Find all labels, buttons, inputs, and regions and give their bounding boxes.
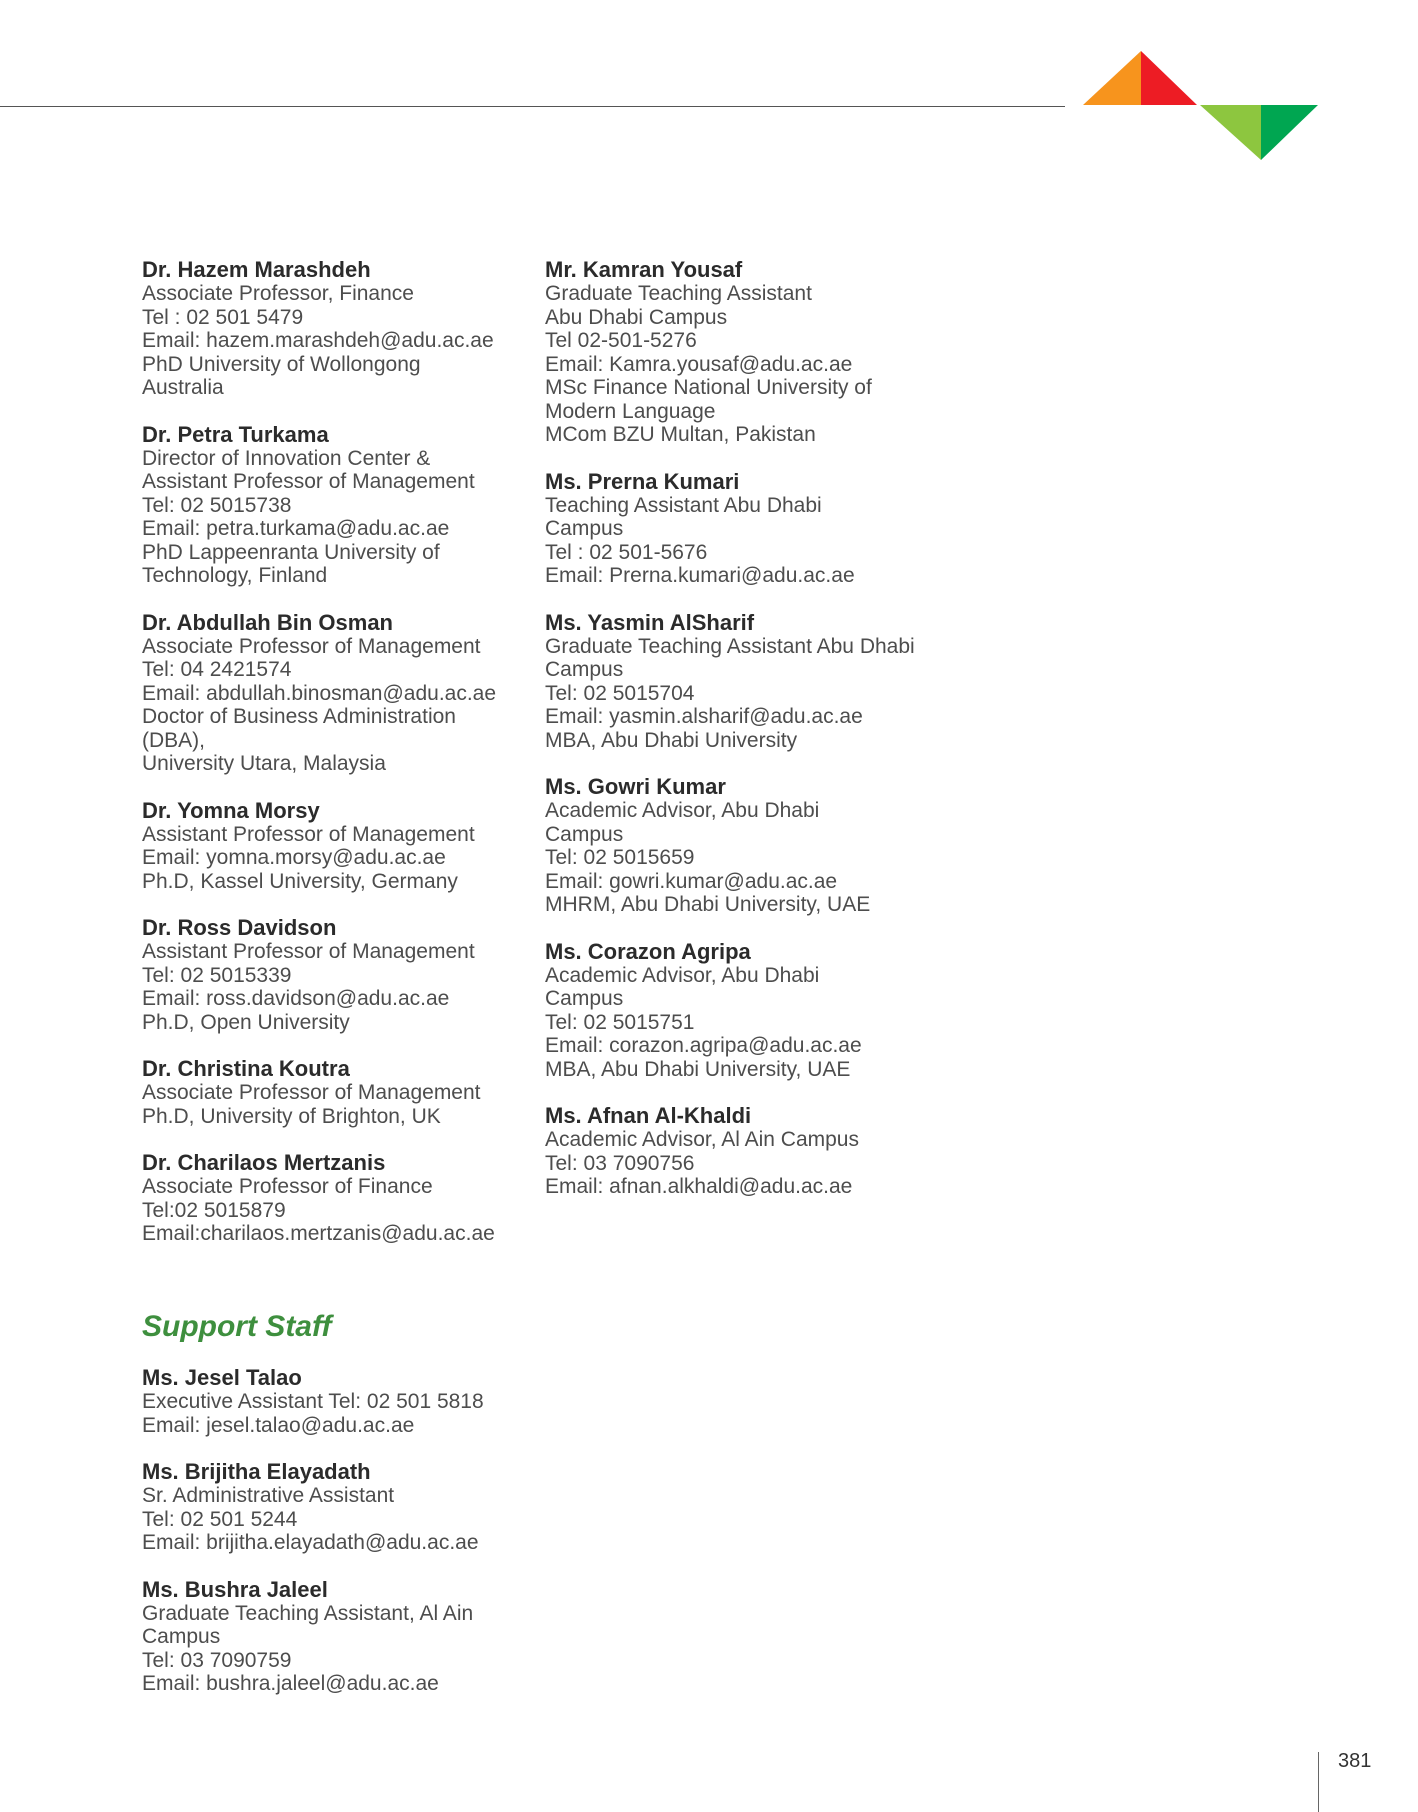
contact-detail-line: Tel: 02 501 5244 [142, 1507, 298, 1531]
contact-detail-line: Associate Professor of Management [142, 1081, 481, 1104]
contact-detail-line: Email: jesel.talao@adu.ac.ae [142, 1413, 415, 1437]
contact-name: Dr. Charilaos Mertzanis [142, 1150, 386, 1175]
support-staff-list [142, 1366, 542, 1719]
contact-detail-line: Tel:02 5015879 [142, 1198, 286, 1222]
contact-detail-line: Assistant Professor of Management [142, 822, 475, 846]
contact-name: Ms. Corazon Agripa [545, 938, 751, 964]
contact-name: Ms. Yasmin AlSharif [545, 609, 755, 635]
contact-entry [142, 611, 522, 776]
contact-detail-line: Email: Kamra.yousaf@adu.ac.ae [545, 352, 853, 376]
contact-entry [545, 470, 965, 588]
contact-detail-line: Associate Professor of Management [142, 634, 481, 658]
contact-detail-line: Email: abdullah.binosman@adu.ac.ae [142, 681, 497, 705]
contact-entry [142, 423, 522, 588]
contact-detail-line: MBA, Abu Dhabi University, UAE [545, 1057, 851, 1081]
contact-entry [142, 258, 522, 400]
contact-detail-line: Tel: 03 7090756 [545, 1151, 695, 1175]
page-number: 381 [1338, 1750, 1372, 1772]
contact-name: Ms. Afnan Al-Khaldi [545, 1103, 752, 1128]
contact-detail-line: Tel: 02 5015704 [545, 681, 695, 705]
contact-name: Dr. Christina Koutra [142, 1056, 350, 1081]
support-staff-heading: Support Staff [142, 1310, 332, 1343]
contact-detail-line: Assistant Professor of Management [142, 470, 475, 493]
contact-detail-line: Tel: 02 5015738 [142, 493, 292, 517]
contact-name: Ms. Bushra Jaleel [142, 1576, 328, 1602]
contact-detail-line: Executive Assistant Tel: 02 501 5818 [142, 1390, 484, 1413]
contact-detail-line: Email: bushra.jaleel@adu.ac.ae [142, 1672, 439, 1695]
contact-name: Ms. Gowri Kumar [545, 774, 726, 799]
contact-detail-line: Ph.D, University of Brighton, UK [142, 1104, 441, 1128]
contact-detail-line: (DBA), [142, 728, 205, 752]
contact-entry [545, 1104, 965, 1199]
contact-detail-line: Email: yomna.morsy@adu.ac.ae [142, 846, 446, 869]
contact-detail-line: Email: corazon.agripa@adu.ac.ae [545, 1034, 862, 1057]
contact-name: Dr. Yomna Morsy [142, 797, 320, 823]
contact-detail-line: Email: brijitha.elayadath@adu.ac.ae [142, 1531, 479, 1554]
logo-lightgreen-triangle [1200, 105, 1261, 160]
contact-detail-line: Ph.D, Open University [142, 1010, 350, 1034]
contact-detail-line: Email:charilaos.mertzanis@adu.ac.ae [142, 1222, 495, 1245]
contact-detail-line: Academic Advisor, Al Ain Campus [545, 1128, 859, 1151]
contact-detail-line: Tel: 02 5015751 [545, 1010, 695, 1034]
contact-name: Ms. Brijitha Elayadath [142, 1459, 371, 1484]
contact-detail-line: Tel: 03 7090759 [142, 1648, 292, 1672]
contact-name: Ms. Prerna Kumari [545, 468, 740, 494]
contact-detail-line: Email: ross.davidson@adu.ac.ae [142, 987, 450, 1010]
contact-detail-line: Email: gowri.kumar@adu.ac.ae [545, 869, 838, 893]
contact-detail-line: Modern Language [545, 399, 716, 423]
contact-detail-line: Graduate Teaching Assistant Abu Dhabi [545, 634, 915, 658]
contact-name: Mr. Kamran Yousaf [545, 257, 743, 282]
contact-detail-line: Doctor of Business Administration [142, 705, 456, 728]
contact-entry [545, 258, 965, 447]
contact-detail-line: Australia [142, 376, 224, 399]
contact-detail-line: PhD Lappeenranta University of [142, 540, 440, 564]
contact-detail-line: Tel: 04 2421574 [142, 658, 292, 681]
contact-detail-line: Graduate Teaching Assistant [545, 282, 812, 305]
contact-detail-line: Tel : 02 501 5479 [142, 305, 304, 329]
contact-detail-line: MSc Finance National University of [545, 376, 872, 399]
contact-name: Dr. Abdullah Bin Osman [142, 609, 393, 635]
contact-detail-line: University Utara, Malaysia [142, 752, 386, 775]
logo-green-triangle [1261, 105, 1318, 160]
contact-detail-line: Campus [142, 1625, 221, 1648]
contact-detail-line: PhD University of Wollongong [142, 352, 421, 376]
contact-name: Dr. Hazem Marashdeh [142, 257, 371, 282]
logo-red-triangle [1141, 51, 1197, 105]
contact-detail-line: Email: yasmin.alsharif@adu.ac.ae [545, 705, 863, 728]
contact-entry [545, 775, 965, 917]
contact-detail-line: Abu Dhabi Campus [545, 305, 728, 329]
contact-detail-line: Associate Professor, Finance [142, 282, 414, 305]
contact-detail-line: Tel: 02 5015659 [545, 846, 695, 869]
contact-detail-line: Associate Professor of Finance [142, 1175, 433, 1198]
contact-detail-line: MCom BZU Multan, Pakistan [545, 423, 816, 446]
contact-entry [142, 799, 522, 894]
contact-entry [545, 940, 965, 1082]
contact-detail-line: Tel: 02 5015339 [142, 963, 292, 987]
contact-entry [142, 1151, 522, 1246]
contact-entry [142, 1460, 542, 1555]
contact-detail-line: Director of Innovation Center & [142, 446, 431, 470]
contact-entry [545, 611, 965, 753]
contact-detail-line: MHRM, Abu Dhabi University, UAE [545, 893, 871, 916]
contact-detail-line: Academic Advisor, Abu Dhabi [545, 963, 820, 987]
contact-entry [142, 1578, 542, 1696]
logo-orange-triangle [1083, 51, 1141, 105]
contact-detail-line: MBA, Abu Dhabi University [545, 728, 798, 752]
contact-detail-line: Campus [545, 658, 624, 681]
contact-detail-line: Campus [545, 822, 624, 846]
contact-detail-line: Email: Prerna.kumari@adu.ac.ae [545, 564, 855, 587]
faculty-column-left [142, 258, 522, 1269]
contact-entry [142, 916, 522, 1034]
contact-detail-line: Email: petra.turkama@adu.ac.ae [142, 517, 450, 540]
header-rule [0, 106, 1065, 107]
faculty-column-right [545, 258, 965, 1222]
contact-detail-line: Email: afnan.alkhaldi@adu.ac.ae [545, 1175, 853, 1198]
contact-detail-line: Campus [545, 517, 624, 540]
contact-name: Dr. Petra Turkama [142, 421, 329, 447]
contact-name: Ms. Jesel Talao [142, 1365, 302, 1390]
contact-detail-line: Technology, Finland [142, 564, 328, 587]
contact-detail-line: Sr. Administrative Assistant [142, 1484, 395, 1507]
contact-detail-line: Teaching Assistant Abu Dhabi [545, 493, 822, 517]
contact-detail-line: Ph.D, Kassel University, Germany [142, 869, 458, 893]
contact-detail-line: Tel 02-501-5276 [545, 329, 697, 352]
contact-name: Dr. Ross Davidson [142, 915, 337, 940]
brand-triangles-logo [1080, 50, 1320, 162]
contact-detail-line: Graduate Teaching Assistant, Al Ain [142, 1601, 474, 1625]
contact-detail-line: Campus [545, 987, 624, 1010]
contact-detail-line: Assistant Professor of Management [142, 940, 475, 963]
contact-detail-line: Tel : 02 501-5676 [545, 540, 708, 564]
contact-entry [142, 1366, 542, 1437]
contact-detail-line: Email: hazem.marashdeh@adu.ac.ae [142, 329, 494, 352]
contact-detail-line: Academic Advisor, Abu Dhabi [545, 799, 820, 822]
contact-entry [142, 1057, 522, 1128]
page-number-rule [1318, 1752, 1319, 1812]
